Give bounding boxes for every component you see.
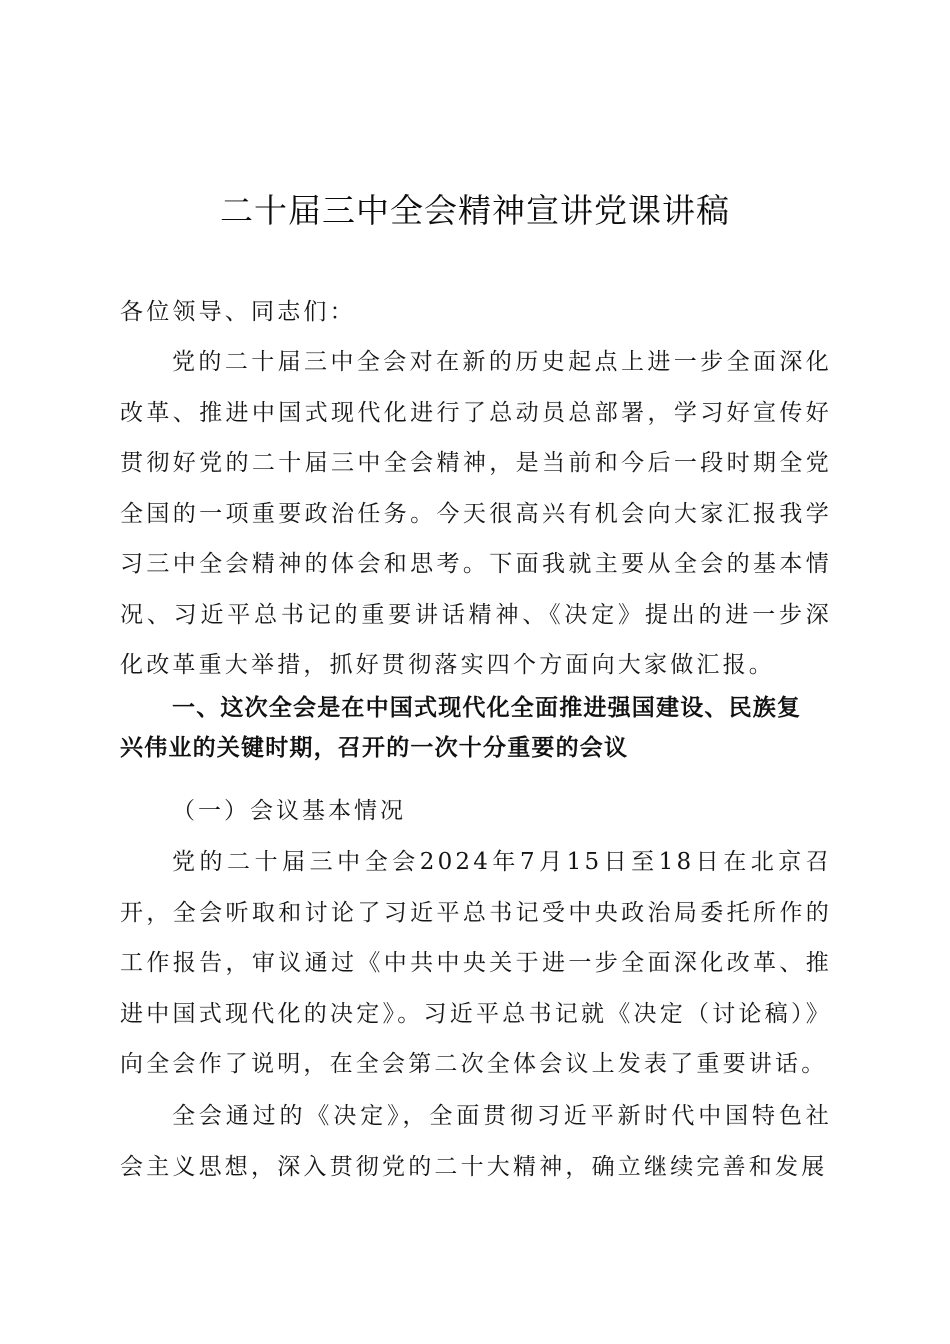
paragraph-intro: 党的二十届三中全会对在新的历史起点上进一步全面深化改革、推进中国式现代化进行了总动员总部署，学习好宣传好贯彻好党的二十届三中全会精神，是当前和今后一段时期全党全国的一项重要政治任务。今天很高兴有机会向大家汇报我学习三中全会精神的体会和思考。下面我就主要从全会的基本情况、习近平总书记的重要讲话精神、《决定》提出的进一步深化改革重大举措，抓好贯彻落实四个方面向大家做汇报。 — [120, 349, 832, 678]
paragraph-meeting-info: 党的二十届三中全会2024年7月15日至18日在北京召开，全会听取和讨论了习近平总书记受中央政治局委托所作的工作报告，审议通过《中共中央关于进一步全面深化改革、推进中国式现代化的决定》。习近平总书记就《决定（讨论稿）》向全会作了说明，在全会第二次全体会议上发表了重要讲话。 — [120, 849, 832, 1077]
paragraph-decision: 全会通过的《决定》，全面贯彻习近平新时代中国特色社会主义思想，深入贯彻党的二十大精神，确立继续完善和发展 — [120, 1103, 832, 1180]
section-heading-1: 一、这次全会是在中国式现代化全面推进强国建设、民族复兴伟业的关键时期，召开的一次十分重要的会议 — [120, 695, 802, 761]
subsection-heading-1: （一）会议基本情况 — [172, 798, 406, 824]
document-title: 二十届三中全会精神宣讲党课讲稿 — [220, 191, 730, 230]
salutation: 各位领导、同志们： — [120, 299, 356, 325]
